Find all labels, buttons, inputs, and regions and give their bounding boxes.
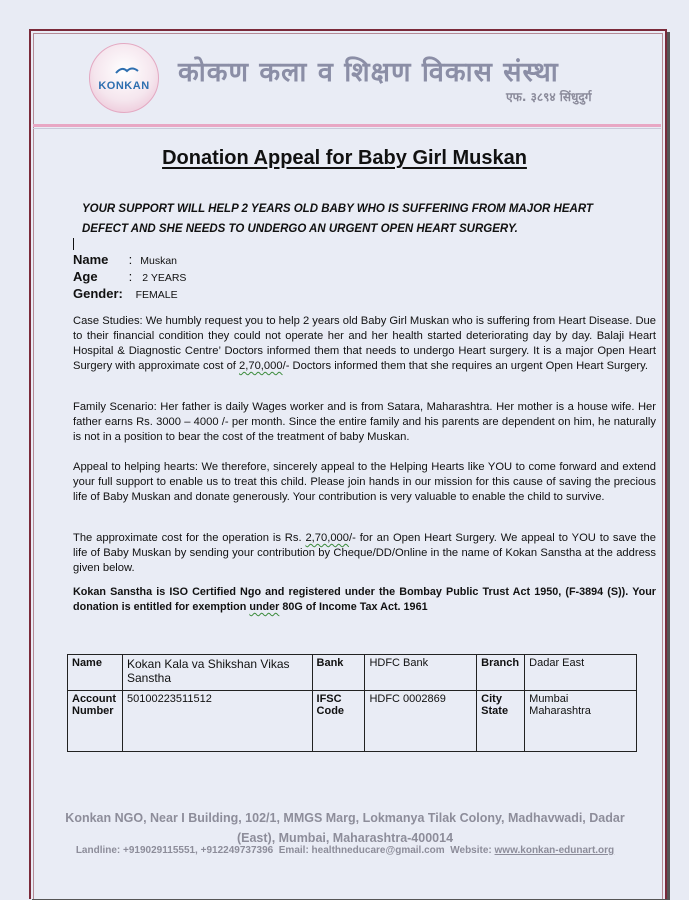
gender-label: Gender:: [73, 286, 123, 301]
age-label: Age: [73, 269, 98, 284]
iso-paragraph: [73, 585, 656, 615]
bank-label: Bank: [312, 655, 365, 691]
age-field: [73, 269, 186, 284]
konkan-logo: [89, 43, 159, 113]
branch-label: Branch: [477, 655, 525, 691]
account-name-value: Kokan Kala va Shikshan Vikas Sanstha: [122, 655, 312, 691]
account-number-value: 50100223511512: [122, 691, 312, 752]
colon: :: [128, 252, 133, 267]
intro-line-2: DEFECT AND SHE NEEDS TO UNDERGO AN URGENT OPEN HEART SURGERY.: [82, 223, 518, 235]
iso-text-end: 80G of Income Tax Act. 1961: [279, 601, 428, 613]
gender-value: FEMALE: [135, 289, 178, 301]
account-name-label: Name: [68, 655, 123, 691]
account-number-label: Account Number: [68, 691, 123, 752]
cost-amount: 2,70,000: [305, 532, 349, 544]
case-amount: 2,70,000: [239, 360, 283, 372]
cost-paragraph: [73, 531, 656, 576]
case-study-text: Case Studies: We humbly request you to help 2 years old Baby Girl Muskan who is suffering from Heart Disease. Due to their financial condition they could not operate her and her health started deteriorating day by day. Balaji Heart Hospital & Diagnostic Centre’ Doctors informed them that needs to undergo Heart surgery. It is a major Open Heart Surgery with approximate cost of: [73, 315, 656, 372]
appeal-paragraph: Appeal to helping hearts: We therefore, sincerely appeal to the Helping Hearts like YOU to come forward and extend your full support to enable us to treat this child. Please join hands in our mission for this cause of saving the precious life of Baby Muskan and donate generously. Your contribution is very valuable to enable the child to survive.: [73, 461, 656, 503]
name-field: [73, 252, 177, 267]
cost-text: The approximate cost for the operation is Rs.: [73, 532, 306, 544]
header-rule: [33, 124, 661, 127]
city-state-value: Mumbai Maharashtra: [525, 691, 637, 752]
ifsc-label: IFSC Code: [312, 691, 365, 752]
bird-icon: [115, 65, 139, 75]
footer-address: Konkan NGO, Near I Building, 102/1, MMGS Marg, Lokmanya Tilak Colony, Madhavwadi, Dadar (East), Mumbai, Maharashtra-400014: [65, 811, 625, 845]
bank-details-table: [67, 654, 637, 752]
intro-text: [82, 199, 602, 239]
text-cursor: [73, 238, 74, 250]
branch-value: Dadar East: [525, 655, 637, 691]
org-registration: एफ. ३८९४ सिंधुदुर्ग: [506, 90, 592, 104]
cost-text-end: /- for an Open Heart Surgery. We appeal to YOU to save the life of Baby Muskan by sending your contribution by Cheque/DD/Online in the name of Kokan Sanstha at the address given below.: [73, 532, 656, 574]
table-row: [68, 655, 637, 691]
footer-contact: [60, 845, 630, 856]
case-study-text-end: /- Doctors informed them that she requires an urgent Open Heart Surgery.: [282, 360, 649, 372]
name-value: Muskan: [140, 255, 178, 267]
iso-text: Kokan Sanstha is ISO Certified Ngo and registered under the Bombay Public Trust Act 1950, (F-3894 (S)). Your donation is entitled for exemption: [73, 586, 656, 613]
case-study-paragraph: [73, 314, 656, 374]
iso-under: under: [249, 601, 280, 613]
footer-landline: Landline: +919029115551, +912249737396: [75, 845, 274, 856]
org-title: कोकण कला व शिक्षण विकास संस्था: [178, 57, 559, 88]
footer-email: Email: healthneducare@gmail.com: [278, 845, 445, 856]
intro-line-1: YOUR SUPPORT WILL HELP 2 YEARS OLD BABY WHO IS SUFFERING FROM MAJOR HEART: [82, 203, 593, 215]
ifsc-value: HDFC 0002869: [365, 691, 477, 752]
gender-field: [73, 286, 178, 301]
colon: :: [128, 269, 133, 284]
footer-website-link[interactable]: www.konkan-edunart.org: [494, 845, 615, 856]
document-title: Donation Appeal for Baby Girl Muskan: [162, 147, 527, 169]
age-value: 2 YEARS: [142, 272, 187, 284]
city-state-label: City State: [477, 691, 525, 752]
family-paragraph: Family Scenario: Her father is daily Wages worker and is from Satara, Maharashtra. Her mother is a house wife. Her father earns Rs. 3000 – 4000 /- per month. Since the entire family and his parents are dependent on him, he naturally is not in a position to bear the cost of the treatment of baby Muskan.: [73, 401, 656, 443]
header-rule-thin: [33, 128, 661, 129]
footer-website-label: Website:: [450, 845, 492, 856]
logo-text: KONKAN: [98, 80, 150, 92]
table-row: [68, 691, 637, 752]
bank-value: HDFC Bank: [365, 655, 477, 691]
name-label: Name: [73, 252, 109, 267]
